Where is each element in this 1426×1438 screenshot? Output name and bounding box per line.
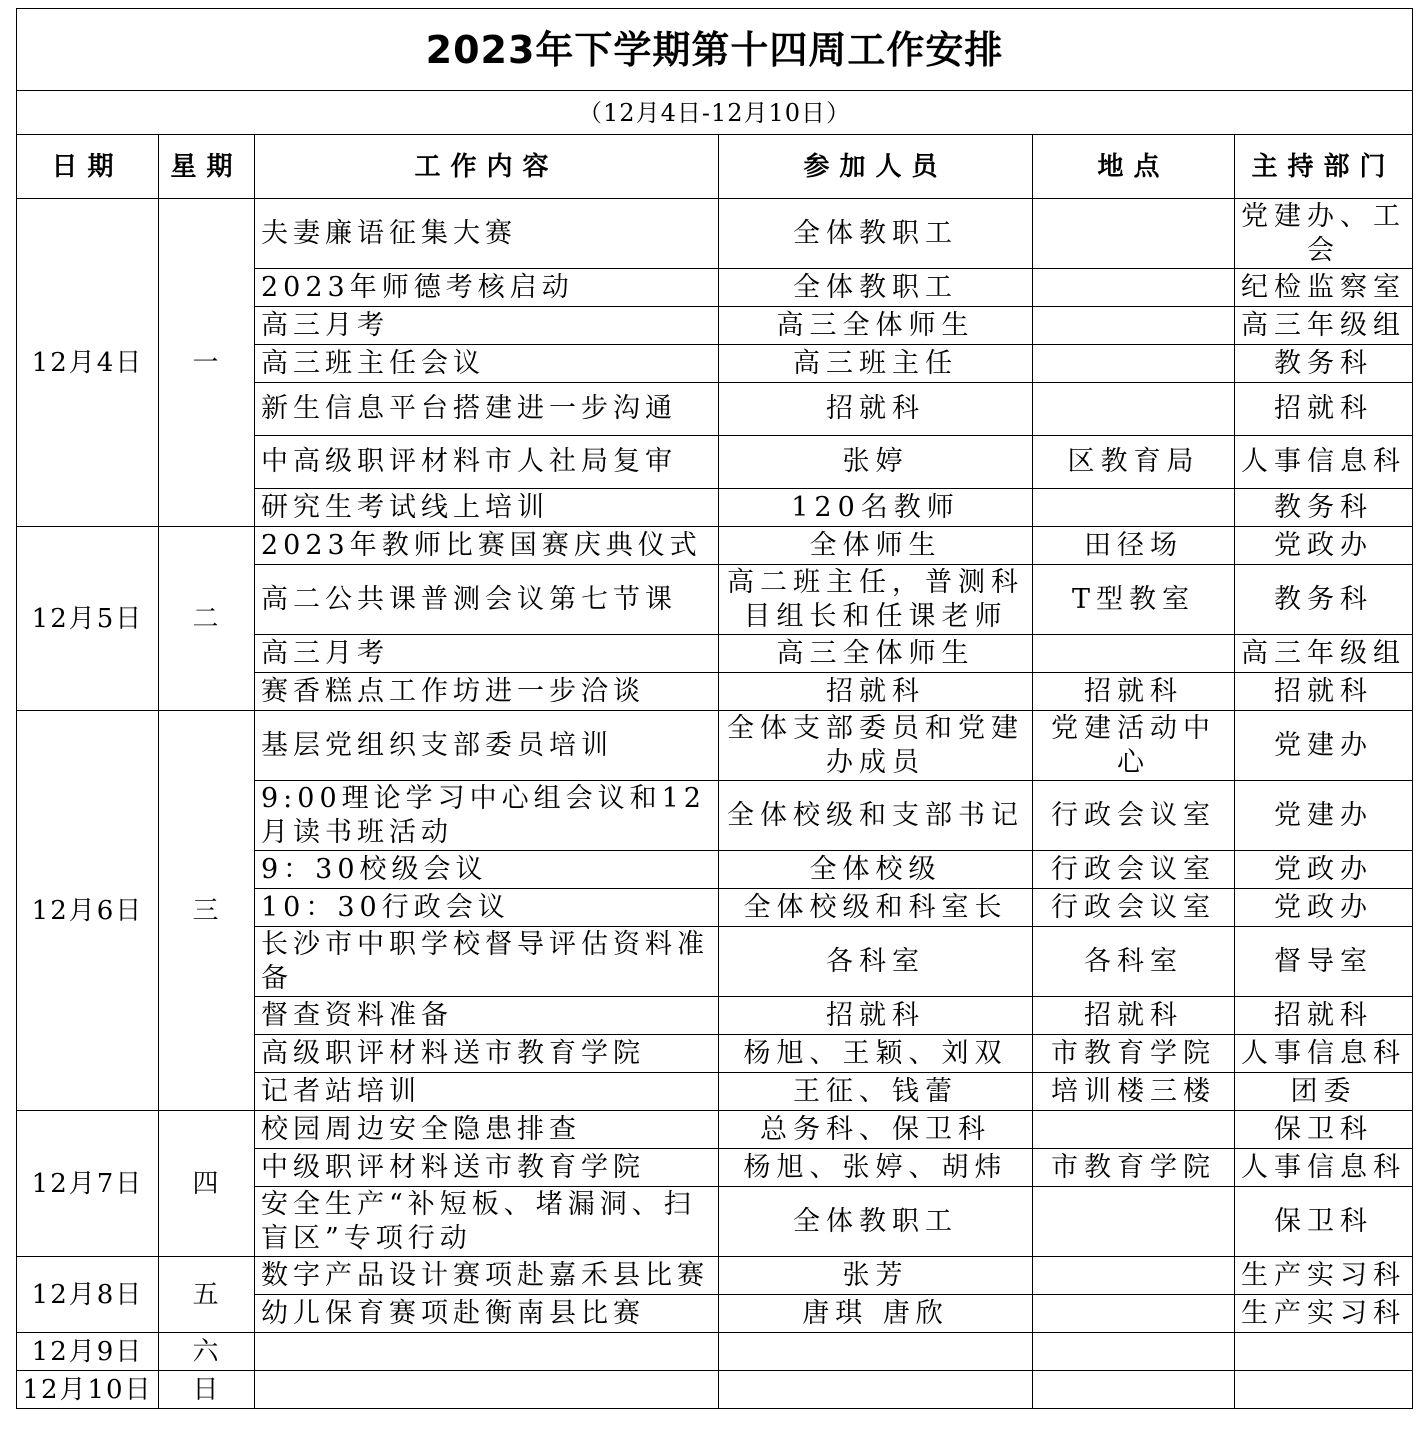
table-row: [17, 1257, 1413, 1295]
location-cell: 市教育学院: [1033, 1035, 1235, 1073]
host-cell: 教务科: [1235, 345, 1413, 383]
content-cell: [255, 1371, 719, 1409]
host-cell: [1235, 1333, 1413, 1371]
content-cell: 新生信息平台搭建进一步沟通: [255, 383, 719, 436]
host-cell: 督导室: [1235, 927, 1413, 997]
content-cell: 高三月考: [255, 635, 719, 673]
header-content: 工作内容: [255, 135, 719, 199]
host-cell: 党建办: [1235, 781, 1413, 851]
location-cell: 各科室: [1033, 927, 1235, 997]
schedule-table: [16, 8, 1413, 1409]
content-cell: 幼儿保育赛项赴衡南县比赛: [255, 1295, 719, 1333]
header-date: 日期: [17, 135, 159, 199]
content-cell: 9：30校级会议: [255, 851, 719, 889]
content-cell: 2023年教师比赛国赛庆典仪式: [255, 527, 719, 565]
participants-cell: 王征、钱蕾: [719, 1073, 1033, 1111]
location-cell: 市教育学院: [1033, 1149, 1235, 1187]
content-cell: 长沙市中职学校督导评估资料准备: [255, 927, 719, 997]
location-cell: [1033, 635, 1235, 673]
location-cell: 行政会议室: [1033, 889, 1235, 927]
participants-cell: 高三班主任: [719, 345, 1033, 383]
participants-cell: 各科室: [719, 927, 1033, 997]
date-cell: 12月10日: [17, 1371, 159, 1409]
participants-cell: 全体校级和支部书记: [719, 781, 1033, 851]
content-cell: 夫妻廉语征集大赛: [255, 199, 719, 269]
host-cell: 党政办: [1235, 889, 1413, 927]
host-cell: 人事信息科: [1235, 436, 1413, 489]
host-cell: 生产实习科: [1235, 1295, 1413, 1333]
weekday-cell: 二: [159, 527, 255, 711]
participants-cell: [719, 1371, 1033, 1409]
location-cell: 党建活动中心: [1033, 711, 1235, 781]
participants-cell: 招就科: [719, 673, 1033, 711]
header-row: [17, 135, 1413, 199]
location-cell: 招就科: [1033, 673, 1235, 711]
host-cell: 生产实习科: [1235, 1257, 1413, 1295]
location-cell: 培训楼三楼: [1033, 1073, 1235, 1111]
date-cell: 12月9日: [17, 1333, 159, 1371]
participants-cell: 全体支部委员和党建办成员: [719, 711, 1033, 781]
weekday-cell: 四: [159, 1111, 255, 1257]
location-cell: [1033, 1371, 1235, 1409]
location-cell: 区教育局: [1033, 436, 1235, 489]
content-cell: 2023年师德考核启动: [255, 269, 719, 307]
host-cell: 教务科: [1235, 489, 1413, 527]
host-cell: 招就科: [1235, 997, 1413, 1035]
content-cell: 高三月考: [255, 307, 719, 345]
page-title: 2023年下学期第十四周工作安排: [17, 9, 1413, 91]
content-cell: [255, 1333, 719, 1371]
weekday-cell: 六: [159, 1333, 255, 1371]
location-cell: 招就科: [1033, 997, 1235, 1035]
weekday-cell: 三: [159, 711, 255, 1111]
table-row: [17, 1111, 1413, 1149]
host-cell: 人事信息科: [1235, 1149, 1413, 1187]
table-row: [17, 1371, 1413, 1409]
location-cell: [1033, 1257, 1235, 1295]
host-cell: 高三年级组: [1235, 307, 1413, 345]
content-cell: 督查资料准备: [255, 997, 719, 1035]
weekday-cell: 日: [159, 1371, 255, 1409]
content-cell: 校园周边安全隐患排查: [255, 1111, 719, 1149]
content-cell: 记者站培训: [255, 1073, 719, 1111]
host-cell: 招就科: [1235, 383, 1413, 436]
location-cell: [1033, 199, 1235, 269]
table-row: [17, 199, 1413, 269]
content-cell: 数字产品设计赛项赴嘉禾县比赛: [255, 1257, 719, 1295]
participants-cell: 全体校级: [719, 851, 1033, 889]
location-cell: [1033, 489, 1235, 527]
location-cell: [1033, 307, 1235, 345]
host-cell: 党政办: [1235, 851, 1413, 889]
participants-cell: 杨旭、王颖、刘双: [719, 1035, 1033, 1073]
participants-cell: 全体教职工: [719, 269, 1033, 307]
participants-cell: 全体教职工: [719, 1187, 1033, 1257]
host-cell: 人事信息科: [1235, 1035, 1413, 1073]
participants-cell: 高三全体师生: [719, 635, 1033, 673]
content-cell: 高三班主任会议: [255, 345, 719, 383]
participants-cell: 杨旭、张婷、胡炜: [719, 1149, 1033, 1187]
header-participants: 参加人员: [719, 135, 1033, 199]
location-cell: 行政会议室: [1033, 851, 1235, 889]
content-cell: 10：30行政会议: [255, 889, 719, 927]
location-cell: [1033, 1333, 1235, 1371]
content-cell: 安全生产“补短板、堵漏洞、扫盲区”专项行动: [255, 1187, 719, 1257]
location-cell: [1033, 1187, 1235, 1257]
weekday-cell: 五: [159, 1257, 255, 1333]
location-cell: T型教室: [1033, 565, 1235, 635]
host-cell: 党政办: [1235, 527, 1413, 565]
header-location: 地点: [1033, 135, 1235, 199]
host-cell: 保卫科: [1235, 1187, 1413, 1257]
content-cell: 中高级职评材料市人社局复审: [255, 436, 719, 489]
date-cell: 12月8日: [17, 1257, 159, 1333]
location-cell: [1033, 383, 1235, 436]
participants-cell: [719, 1333, 1033, 1371]
table-row: [17, 711, 1413, 781]
participants-cell: 招就科: [719, 997, 1033, 1035]
participants-cell: 高三全体师生: [719, 307, 1033, 345]
content-cell: 赛香糕点工作坊进一步洽谈: [255, 673, 719, 711]
table-row: [17, 1333, 1413, 1371]
participants-cell: 张芳: [719, 1257, 1033, 1295]
weekday-cell: 一: [159, 199, 255, 527]
participants-cell: 总务科、保卫科: [719, 1111, 1033, 1149]
date-cell: 12月6日: [17, 711, 159, 1111]
location-cell: 田径场: [1033, 527, 1235, 565]
content-cell: 研究生考试线上培训: [255, 489, 719, 527]
participants-cell: 唐琪 唐欣: [719, 1295, 1033, 1333]
host-cell: [1235, 1371, 1413, 1409]
content-cell: 中级职评材料送市教育学院: [255, 1149, 719, 1187]
host-cell: 教务科: [1235, 565, 1413, 635]
content-cell: 高级职评材料送市教育学院: [255, 1035, 719, 1073]
date-cell: 12月5日: [17, 527, 159, 711]
participants-cell: 招就科: [719, 383, 1033, 436]
host-cell: 保卫科: [1235, 1111, 1413, 1149]
participants-cell: 全体教职工: [719, 199, 1033, 269]
participants-cell: 高二班主任，普测科目组长和任课老师: [719, 565, 1033, 635]
location-cell: [1033, 1111, 1235, 1149]
content-cell: 9:00理论学习中心组会议和12月读书班活动: [255, 781, 719, 851]
host-cell: 党建办、工会: [1235, 199, 1413, 269]
host-cell: 党建办: [1235, 711, 1413, 781]
participants-cell: 张婷: [719, 436, 1033, 489]
date-cell: 12月4日: [17, 199, 159, 527]
location-cell: [1033, 1295, 1235, 1333]
content-cell: 基层党组织支部委员培训: [255, 711, 719, 781]
table-row: [17, 527, 1413, 565]
content-cell: 高二公共课普测会议第七节课: [255, 565, 719, 635]
host-cell: 招就科: [1235, 673, 1413, 711]
location-cell: 行政会议室: [1033, 781, 1235, 851]
host-cell: 团委: [1235, 1073, 1413, 1111]
location-cell: [1033, 345, 1235, 383]
location-cell: [1033, 269, 1235, 307]
participants-cell: 全体师生: [719, 527, 1033, 565]
header-weekday: 星期: [159, 135, 255, 199]
participants-cell: 120名教师: [719, 489, 1033, 527]
host-cell: 高三年级组: [1235, 635, 1413, 673]
date-range: （12月4日-12月10日）: [17, 91, 1413, 135]
participants-cell: 全体校级和科室长: [719, 889, 1033, 927]
date-cell: 12月7日: [17, 1111, 159, 1257]
host-cell: 纪检监察室: [1235, 269, 1413, 307]
header-host: 主持部门: [1235, 135, 1413, 199]
